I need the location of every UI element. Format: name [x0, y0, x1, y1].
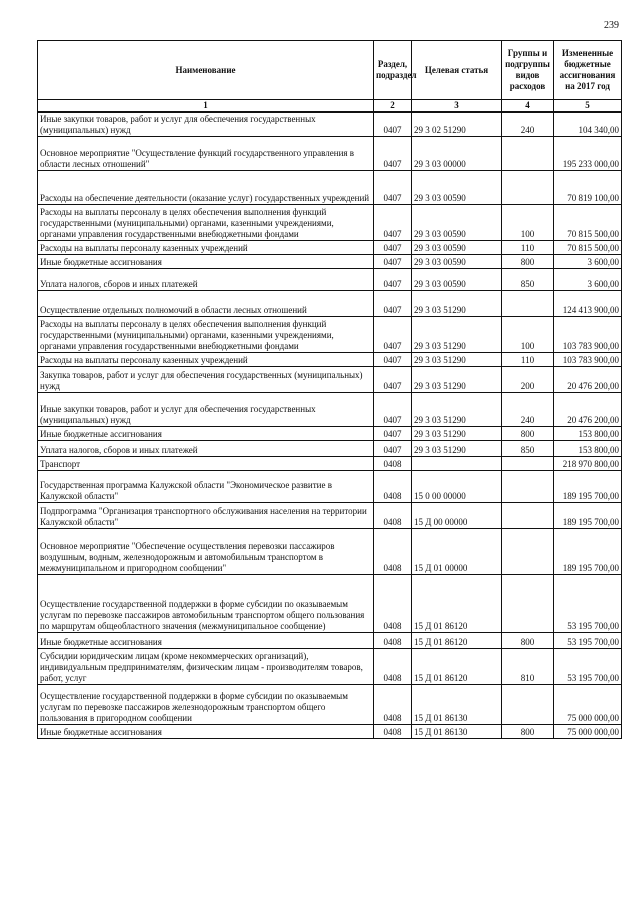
table-row — [38, 724, 622, 738]
row-name: Иные бюджетные ассигнования — [38, 632, 374, 648]
table-row — [38, 352, 622, 366]
row-section: 0408 — [374, 684, 412, 724]
row-amount: 53 195 700,00 — [554, 648, 622, 684]
row-name: Основное мероприятие "Обеспечение осуществления перевозки пассажиров воздушным, водным, железнодорожным и автомобильным транспортом в межмуниципальном и пригородном сообщении" — [38, 528, 374, 574]
row-group: 100 — [502, 204, 554, 240]
table-row — [38, 290, 622, 316]
row-amount: 189 195 700,00 — [554, 470, 622, 502]
row-name: Субсидии юридическим лицам (кроме некоммерческих организаций), индивидуальным предпринимателям, физическим лицам - производителям товаров, работ, услуг — [38, 648, 374, 684]
row-target: 29 3 03 00590 — [412, 254, 502, 268]
row-target: 29 3 03 51290 — [412, 392, 502, 426]
row-target: 29 3 03 00590 — [412, 204, 502, 240]
row-amount: 20 476 200,00 — [554, 366, 622, 392]
row-name: Подпрограмма "Организация транспортного обслуживания населения на территории Калужской области" — [38, 502, 374, 528]
row-name: Осуществление государственной поддержки в форме субсидии по оказываемым услугам по перевозке пассажиров автомобильным транспортом общего пользования по маршрутам общеобластного значения (межмуниципальное сообщение) — [38, 574, 374, 632]
row-target: 15 Д 01 86120 — [412, 648, 502, 684]
table-row — [38, 426, 622, 440]
row-group: 800 — [502, 632, 554, 648]
row-section: 0408 — [374, 648, 412, 684]
row-group: 240 — [502, 392, 554, 426]
row-target: 29 3 03 51290 — [412, 352, 502, 366]
table-row — [38, 204, 622, 240]
row-amount: 3 600,00 — [554, 254, 622, 268]
row-amount: 104 340,00 — [554, 112, 622, 136]
row-target: 29 3 03 51290 — [412, 440, 502, 456]
row-name: Иные бюджетные ассигнования — [38, 426, 374, 440]
row-amount: 189 195 700,00 — [554, 528, 622, 574]
row-section: 0407 — [374, 426, 412, 440]
row-amount: 218 970 800,00 — [554, 456, 622, 470]
budget-table — [37, 40, 622, 739]
row-group: 110 — [502, 240, 554, 254]
row-amount: 75 000 000,00 — [554, 684, 622, 724]
row-amount: 53 195 700,00 — [554, 574, 622, 632]
table-row — [38, 170, 622, 204]
row-section: 0407 — [374, 316, 412, 352]
row-name: Осуществление отдельных полномочий в области лесных отношений — [38, 290, 374, 316]
row-name: Уплата налогов, сборов и иных платежей — [38, 440, 374, 456]
row-group — [502, 502, 554, 528]
table-row — [38, 316, 622, 352]
header-section: Раздел, подраздел — [374, 41, 412, 100]
table-row — [38, 528, 622, 574]
row-name: Расходы на обеспечение деятельности (оказание услуг) государственных учреждений — [38, 170, 374, 204]
row-group — [502, 528, 554, 574]
row-name: Транспорт — [38, 456, 374, 470]
table-row — [38, 574, 622, 632]
row-target: 29 3 03 51290 — [412, 290, 502, 316]
row-target: 29 3 03 51290 — [412, 366, 502, 392]
table-row — [38, 684, 622, 724]
row-section: 0407 — [374, 112, 412, 136]
row-group — [502, 456, 554, 470]
row-amount: 70 815 500,00 — [554, 240, 622, 254]
row-target: 15 Д 00 00000 — [412, 502, 502, 528]
row-group: 800 — [502, 254, 554, 268]
row-name: Иные бюджетные ассигнования — [38, 254, 374, 268]
row-group: 240 — [502, 112, 554, 136]
row-amount: 75 000 000,00 — [554, 724, 622, 738]
row-target: 15 Д 01 86120 — [412, 574, 502, 632]
row-section: 0408 — [374, 456, 412, 470]
row-section: 0408 — [374, 502, 412, 528]
row-group — [502, 684, 554, 724]
row-group: 810 — [502, 648, 554, 684]
row-group — [502, 574, 554, 632]
table-row — [38, 366, 622, 392]
row-amount: 189 195 700,00 — [554, 502, 622, 528]
row-amount: 195 233 000,00 — [554, 136, 622, 170]
row-amount: 153 800,00 — [554, 440, 622, 456]
table-row — [38, 112, 622, 136]
row-amount: 124 413 900,00 — [554, 290, 622, 316]
row-section: 0407 — [374, 392, 412, 426]
row-section: 0407 — [374, 170, 412, 204]
row-name: Государственная программа Калужской области "Экономическое развитие в Калужской области" — [38, 470, 374, 502]
row-target: 29 3 02 51290 — [412, 112, 502, 136]
row-name: Осуществление государственной поддержки в форме субсидии по оказываемым услугам по перевозке пассажиров железнодорожным транспортом общего пользования в пригородном сообщении — [38, 684, 374, 724]
row-name: Иные закупки товаров, работ и услуг для обеспечения государственных (муниципальных) нужд — [38, 392, 374, 426]
row-target: 29 3 03 00000 — [412, 136, 502, 170]
row-group: 110 — [502, 352, 554, 366]
row-name: Иные бюджетные ассигнования — [38, 724, 374, 738]
row-group — [502, 470, 554, 502]
header-groups: Группы и подгруппы видов расходов — [502, 41, 554, 100]
row-target: 29 3 03 00590 — [412, 170, 502, 204]
row-amount: 153 800,00 — [554, 426, 622, 440]
table-header — [38, 41, 622, 113]
row-section: 0407 — [374, 352, 412, 366]
table-row — [38, 240, 622, 254]
header-target: Целевая статья — [412, 41, 502, 100]
row-target: 15 Д 01 86130 — [412, 724, 502, 738]
table-row — [38, 632, 622, 648]
header-name: Наименование — [38, 41, 374, 100]
row-target: 29 3 03 00590 — [412, 268, 502, 290]
row-group — [502, 170, 554, 204]
row-section: 0407 — [374, 290, 412, 316]
table-row — [38, 456, 622, 470]
row-section: 0407 — [374, 204, 412, 240]
row-target: 15 Д 01 00000 — [412, 528, 502, 574]
column-number: 3 — [412, 100, 502, 113]
row-section: 0408 — [374, 470, 412, 502]
row-section: 0407 — [374, 366, 412, 392]
table-row — [38, 254, 622, 268]
row-section: 0407 — [374, 136, 412, 170]
row-amount: 3 600,00 — [554, 268, 622, 290]
row-amount: 70 819 100,00 — [554, 170, 622, 204]
table-row — [38, 502, 622, 528]
row-amount: 103 783 900,00 — [554, 316, 622, 352]
row-name: Закупка товаров, работ и услуг для обеспечения государственных (муниципальных) нужд — [38, 366, 374, 392]
row-name: Расходы на выплаты персоналу казенных учреждений — [38, 240, 374, 254]
header-amount: Измененные бюджетные ассигнования на 2017 год — [554, 41, 622, 100]
row-target: 29 3 03 00590 — [412, 240, 502, 254]
table-row — [38, 268, 622, 290]
row-amount: 53 195 700,00 — [554, 632, 622, 648]
row-target: 29 3 03 51290 — [412, 426, 502, 440]
table-body — [38, 112, 622, 738]
row-name: Расходы на выплаты персоналу казенных учреждений — [38, 352, 374, 366]
row-target: 29 3 03 51290 — [412, 316, 502, 352]
page-number: 239 — [604, 20, 619, 31]
row-name: Расходы на выплаты персоналу в целях обеспечения выполнения функций государственными (муниципальными) органами, казенными учреждениями, органами управления государственными внебюджетными фондами — [38, 204, 374, 240]
column-number: 1 — [38, 100, 374, 113]
row-group: 850 — [502, 268, 554, 290]
row-group: 800 — [502, 724, 554, 738]
row-target: 15 Д 01 86120 — [412, 632, 502, 648]
table-row — [38, 440, 622, 456]
row-group: 800 — [502, 426, 554, 440]
column-number-row — [38, 100, 622, 113]
row-amount: 103 783 900,00 — [554, 352, 622, 366]
row-group — [502, 136, 554, 170]
row-target — [412, 456, 502, 470]
row-section: 0407 — [374, 268, 412, 290]
row-amount: 20 476 200,00 — [554, 392, 622, 426]
row-section: 0407 — [374, 254, 412, 268]
table-row — [38, 392, 622, 426]
row-name: Уплата налогов, сборов и иных платежей — [38, 268, 374, 290]
row-section: 0408 — [374, 724, 412, 738]
row-group — [502, 290, 554, 316]
row-target: 15 Д 01 86130 — [412, 684, 502, 724]
row-group: 100 — [502, 316, 554, 352]
row-section: 0408 — [374, 632, 412, 648]
row-group: 200 — [502, 366, 554, 392]
row-name: Основное мероприятие "Осуществление функций государственного управления в области лесных отношений" — [38, 136, 374, 170]
column-number: 5 — [554, 100, 622, 113]
row-amount: 70 815 500,00 — [554, 204, 622, 240]
table-row — [38, 136, 622, 170]
row-name: Иные закупки товаров, работ и услуг для обеспечения государственных (муниципальных) нужд — [38, 112, 374, 136]
row-name: Расходы на выплаты персоналу в целях обеспечения выполнения функций государственными (муниципальными) органами, казенными учреждениями, органами управления государственными внебюджетными фондами — [38, 316, 374, 352]
row-section: 0407 — [374, 440, 412, 456]
table-row — [38, 648, 622, 684]
column-number: 4 — [502, 100, 554, 113]
row-group: 850 — [502, 440, 554, 456]
row-section: 0408 — [374, 574, 412, 632]
row-section: 0407 — [374, 240, 412, 254]
row-section: 0408 — [374, 528, 412, 574]
row-target: 15 0 00 00000 — [412, 470, 502, 502]
table-row — [38, 470, 622, 502]
column-number: 2 — [374, 100, 412, 113]
